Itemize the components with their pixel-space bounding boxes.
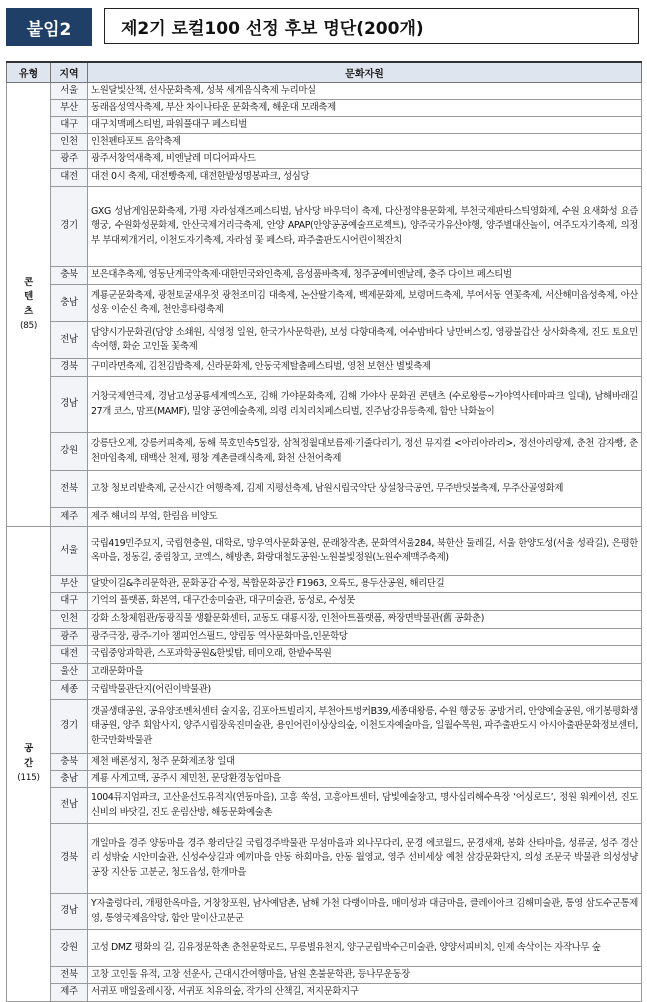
resources-cell: 갯골생태공원, 공유양조벤처센터 술지움, 김포아트빌리지, 부천아트벙커B39,세종대왕릉, 수원 행궁동 공방거리, 안양예술공원, 애기봉평화생태공원, 양주 회암사지, 양주시립장욱진미술관, 용인어린이상상의숲, 이천도자예술마을, 일월수목원, 파주출판도시 아시아출판문화정보센터, 한국만화박물관 bbox=[88, 700, 642, 754]
table-row bbox=[7, 930, 642, 967]
resources-cell: 고성 DMZ 평화의 길, 김유정문학촌 춘천문학로드, 무릉별유천지, 양구군립박수근미술관, 양양서피비치, 인제 속삭이는 자작나무 숲 bbox=[88, 930, 642, 967]
region-cell: 경북 bbox=[51, 824, 88, 894]
table-body bbox=[7, 83, 642, 1002]
resources-cell: 기억의 플랫폼, 화본역, 대구간송미술관, 대구미술관, 동성로, 수성못 bbox=[88, 593, 642, 611]
resources-cell: 대전 0시 축제, 대전빵축제, 대전한밭성명봉파크, 성심당 bbox=[88, 169, 642, 187]
table-row bbox=[7, 267, 642, 285]
table-row bbox=[7, 967, 642, 984]
region-cell: 충남 bbox=[51, 285, 88, 322]
resources-cell: Y자출렁다리, 개평한옥마을, 거창창포원, 남사예담촌, 남해 가천 다랭이마을, 매미성과 대금마을, 클레이아크 김해미술관, 통영 삼도수군통제영, 통영국제음악당, 함안 말이산고분군 bbox=[88, 894, 642, 930]
region-cell: 강원 bbox=[51, 930, 88, 967]
table-row bbox=[7, 646, 642, 664]
resources-cell: 강릉단오제, 강릉커피축제, 동해 묵호민속5일장, 삼척정월대보름제·기줄다리기, 정선 뮤지컬 <아리아라리>, 정선아리랑제, 춘천 감자빵, 춘천마임축제, 태백산 천제, 평창 계촌클래식축제, 화천 산천어축제 bbox=[88, 433, 642, 471]
table-row bbox=[7, 134, 642, 151]
resources-cell: 제주 해녀의 부엌, 한림읍 비양도 bbox=[88, 508, 642, 527]
region-cell: 전남 bbox=[51, 788, 88, 824]
type-count: (115) bbox=[17, 773, 40, 784]
region-cell: 서울 bbox=[51, 527, 88, 576]
attachment-badge: 붙임2 bbox=[6, 8, 92, 46]
region-cell: 전북 bbox=[51, 471, 88, 508]
table-row bbox=[7, 681, 642, 700]
resources-cell: 계룡군문화축제, 광천토굴새우젓 광천조미김 대축제, 논산딸기축제, 백제문화제, 보령머드축제, 부여서동 연꽃축제, 서산해미읍성축제, 아산 성웅 이순신 축제, 천안흥타령축제 bbox=[88, 285, 642, 322]
table-row bbox=[7, 359, 642, 377]
region-cell: 제주 bbox=[51, 984, 88, 1002]
resources-cell: 제천 배론성지, 청주 문화제조창 일대 bbox=[88, 754, 642, 771]
type-cell-space bbox=[7, 527, 51, 1002]
candidate-table bbox=[6, 61, 642, 1002]
type-char: 콘 bbox=[24, 276, 33, 288]
resources-cell: 노원달빛산책, 선사문화축제, 성북 세계음식축제 누리마실 bbox=[88, 83, 642, 100]
resources-cell: 인천펜타포트 음악축제 bbox=[88, 134, 642, 151]
table-row bbox=[7, 593, 642, 611]
region-cell: 부산 bbox=[51, 100, 88, 117]
region-cell: 인천 bbox=[51, 611, 88, 629]
resources-cell: 광주극장, 광주-기아 챔피언스필드, 양림동 역사문화마을,인문학당 bbox=[88, 629, 642, 646]
table-row bbox=[7, 824, 642, 894]
resources-cell: 대구치맥페스티벌, 파워풀대구 페스티벌 bbox=[88, 117, 642, 134]
resources-cell: 고창 고인돌 유적, 고창 선운사, 근대시간여행마을, 남원 혼불문학관, 등나무운동장 bbox=[88, 967, 642, 984]
table-row bbox=[7, 700, 642, 754]
table-row bbox=[7, 664, 642, 681]
resources-cell: 강화 소창체험관/동광직물 생활문화센터, 교동도 대룡시장, 인천아트플랫폼, 짜장면박물관(舊 공화춘) bbox=[88, 611, 642, 629]
region-cell: 광주 bbox=[51, 629, 88, 646]
region-cell: 대전 bbox=[51, 646, 88, 664]
header bbox=[6, 8, 641, 46]
table-row bbox=[7, 151, 642, 169]
column-header-resources: 문화자원 bbox=[88, 62, 642, 83]
region-cell: 경기 bbox=[51, 187, 88, 267]
resources-cell: 고래문화마을 bbox=[88, 664, 642, 681]
table-row bbox=[7, 611, 642, 629]
table-row bbox=[7, 788, 642, 824]
table-row bbox=[7, 771, 642, 788]
type-count: (85) bbox=[19, 320, 38, 331]
table-row bbox=[7, 894, 642, 930]
table-row bbox=[7, 100, 642, 117]
resources-cell: 보은대추축제, 영동난계국악축제·대한민국와인축제, 음성품바축제, 청주공예비엔날레, 충주 다이브 페스티벌 bbox=[88, 267, 642, 285]
table-row bbox=[7, 629, 642, 646]
region-cell: 충남 bbox=[51, 771, 88, 788]
resources-cell: 구미라면축제, 김천김밥축제, 신라문화제, 안동국제탈춤페스티벌, 영천 보현산 별빛축제 bbox=[88, 359, 642, 377]
table-row bbox=[7, 322, 642, 359]
resources-cell: 국립중앙과학관, 스포과학공원&한빛탑, 테미오래, 한밭수목원 bbox=[88, 646, 642, 664]
region-cell: 경기 bbox=[51, 700, 88, 754]
table-row bbox=[7, 377, 642, 433]
table-header-row bbox=[7, 62, 642, 83]
region-cell: 서울 bbox=[51, 83, 88, 100]
region-cell: 경남 bbox=[51, 894, 88, 930]
region-cell: 인천 bbox=[51, 134, 88, 151]
table-row bbox=[7, 117, 642, 134]
resources-cell: 달맞이길&추리문학관, 문화공감 수정, 복합문화공간 F1963, 오륙도, 용두산공원, 해리단길 bbox=[88, 576, 642, 593]
type-char: 공 bbox=[24, 743, 33, 755]
table-row bbox=[7, 433, 642, 471]
table-row bbox=[7, 576, 642, 593]
table-row bbox=[7, 169, 642, 187]
region-cell: 충북 bbox=[51, 754, 88, 771]
table-row bbox=[7, 187, 642, 267]
table-row bbox=[7, 508, 642, 527]
resources-cell: 국립박물관단지(어린이박물관) bbox=[88, 681, 642, 700]
region-cell: 세종 bbox=[51, 681, 88, 700]
region-cell: 대구 bbox=[51, 593, 88, 611]
document-title: 제2기 로컬100 선정 후보 명단(200개) bbox=[104, 8, 639, 44]
region-cell: 강원 bbox=[51, 433, 88, 471]
region-cell: 전북 bbox=[51, 967, 88, 984]
type-char: 텐 bbox=[24, 291, 33, 303]
region-cell: 전남 bbox=[51, 322, 88, 359]
type-char: 츠 bbox=[24, 305, 33, 317]
resources-cell: 계룡 사계고택, 공주시 제민천, 문당환경농업마을 bbox=[88, 771, 642, 788]
resources-cell: 광주서창억새축제, 비엔날레 미디어파사드 bbox=[88, 151, 642, 169]
table-row bbox=[7, 754, 642, 771]
column-header-region: 지역 bbox=[51, 62, 88, 83]
region-cell: 경북 bbox=[51, 359, 88, 377]
region-cell: 경남 bbox=[51, 377, 88, 433]
region-cell: 울산 bbox=[51, 664, 88, 681]
type-char: 간 bbox=[24, 757, 33, 769]
table-row bbox=[7, 285, 642, 322]
region-cell: 부산 bbox=[51, 576, 88, 593]
table-row bbox=[7, 527, 642, 576]
region-cell: 충북 bbox=[51, 267, 88, 285]
table-row bbox=[7, 471, 642, 508]
resources-cell: 고창 청보리밭축제, 군산시간 여행축제, 김제 지평선축제, 남원시립국악단 상설창극공연, 무주반딧불축제, 무주산골영화제 bbox=[88, 471, 642, 508]
column-header-type: 유형 bbox=[7, 62, 51, 83]
resources-cell: 1004뮤지엄파크, 고산윤선도유적지(연동마을), 고흥 쑥섬, 고흥아트센터, 담빛예술창고, 명사십리해수욕장 ‘어싱로드’, 정원 워케이션, 진도 신비의 바닷길, 진도 운림산방, 해동문화예술촌 bbox=[88, 788, 642, 824]
resources-cell: 개일마을 경주 양동마을 경주 황리단길 국립경주박물관 무섬마을과 외나무다리, 문경 에코월드, 문경새재, 봉화 산타마을, 성류굴, 성주 경산리 성밖숲 시안미술관, 신성수상길과 예끼마을 안동 하회마을, 안동 월영교, 영주 선비세상 예천 삼강문화단지, 의성 조문국 박물관 의성성냥공장 지산동 고분군, 청도읍성, 한개마을 bbox=[88, 824, 642, 894]
resources-cell: 동래읍성역사축제, 부산 차이나타운 문화축제, 해운대 모래축제 bbox=[88, 100, 642, 117]
resources-cell: 국립419민주묘지, 국립현충원, 대학로, 망우역사문화공원, 문래창작촌, 문화역서울284, 북한산 둘레길, 서울 한양도성(서울 성곽길), 은평한옥마을, 정동길, 중림창고, 코엑스, 해방촌, 화랑대철도공원·노원불빛정원(노원수제맥주축제) bbox=[88, 527, 642, 576]
resources-cell: 서귀포 매일올레시장, 서귀포 치유의숲, 작가의 산책길, 저지문화지구 bbox=[88, 984, 642, 1002]
resources-cell: GXG 성남게임문화축제, 가평 자라섬재즈페스티벌, 남사당 바우덕이 축제, 다산정약용문화제, 부천국제판타스틱영화제, 수원 요새화성 요즘행궁, 수원화성문화제, 안산국제거리극축제, 안양 APAP(안양공공예술프로젝트), 양주국가유산야행, 양주별대산놀이, 여주도자기축제, 의정부 부대찌개거리, 이천도자기축제, 자라섬 꽃 페스타, 파주출판도시어린이책잔치 bbox=[88, 187, 642, 267]
resources-cell: 담양시가문화권(담양 소쇄원, 식영정 일원, 한국가사문학관), 보성 다향대축제, 여수밤바다 낭만버스킹, 영광불갑산 상사화축제, 진도 토요민속여행, 화순 고인돌 꽃축제 bbox=[88, 322, 642, 359]
region-cell: 광주 bbox=[51, 151, 88, 169]
table-row bbox=[7, 984, 642, 1002]
region-cell: 대전 bbox=[51, 169, 88, 187]
region-cell: 대구 bbox=[51, 117, 88, 134]
resources-cell: 거창국제연극제, 경남고성공룡세계엑스포, 김해 가야문화축제, 김해 가야사 문화권 콘텐츠 (수로왕릉~가야역사테마파크 일대), 남해바래길 27개 코스, 맘프(MAMF), 밀양 공연예술축제, 의령 리치리치페스티벌, 진주남강유등축제, 함안 낙화놀이 bbox=[88, 377, 642, 433]
table-row bbox=[7, 83, 642, 100]
region-cell: 제주 bbox=[51, 508, 88, 527]
type-cell-contents bbox=[7, 83, 51, 527]
